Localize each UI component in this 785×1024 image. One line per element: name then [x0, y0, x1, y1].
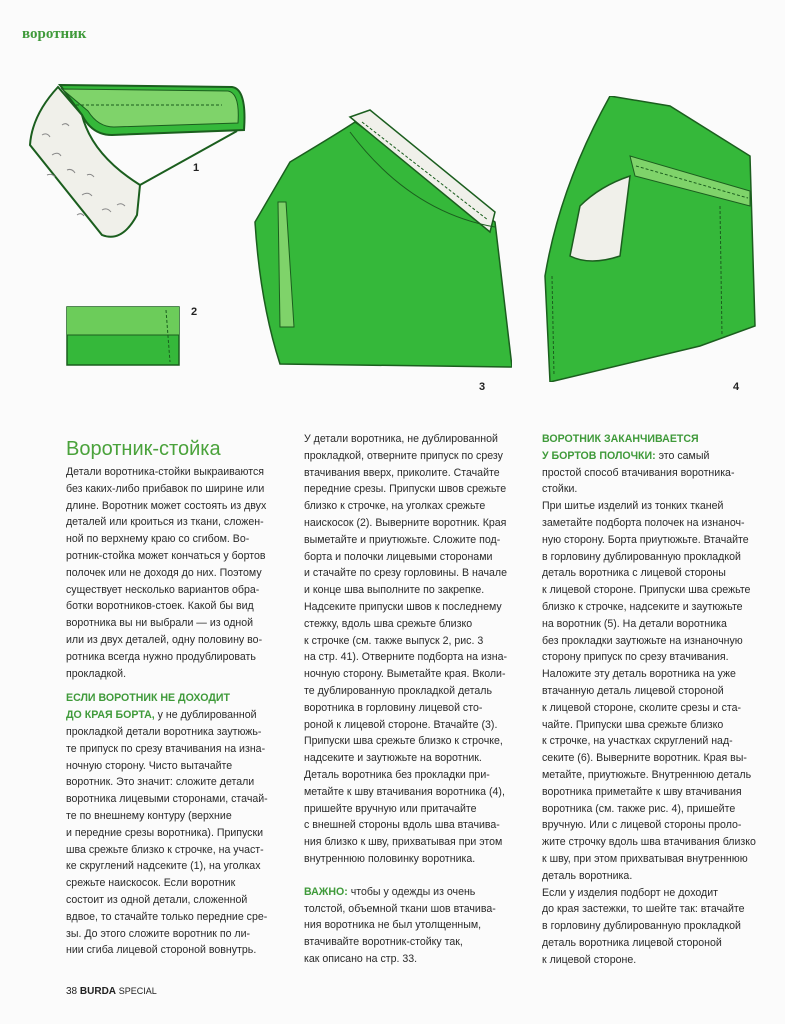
body-line: воротника приметайте к шву втачивания — [542, 785, 742, 798]
intro-line: ной по верхнему краю со сгибом. Во- — [66, 533, 250, 546]
intro-line: длине. Воротник может состоять из двух — [66, 499, 267, 512]
figure-2-number: 2 — [191, 306, 198, 318]
body-line: близко к строчке, надсеките и заутюжьте — [542, 600, 743, 613]
body-line: воротника (см. также рис. 4), пришейте — [542, 802, 736, 815]
body-line: борта и полочки лицевыми сторонами — [304, 550, 493, 563]
subheading-rest: у не дублированной — [154, 709, 257, 722]
body-line: сторону припуск по срезу втачивания. — [542, 651, 729, 664]
body-line: передние срезы. Припуски швов срежьте — [304, 483, 507, 496]
body-line: чайте. Припуски шва срежьте близко — [542, 718, 724, 731]
heading-rest: это самый — [655, 449, 710, 462]
body-line: с внешней стороны вдоль шва втачива- — [304, 819, 500, 832]
page-footer — [66, 986, 157, 997]
body-line: Если у изделия подборт не доходит — [542, 886, 718, 899]
column-3-heading: ВОРОТНИК ЗАКАНЧИВАЕТСЯ — [542, 433, 699, 445]
body-line: Надсеките припуски швов к последнему — [304, 600, 502, 613]
body-line: те дублированную прокладкой деталь — [304, 684, 493, 697]
body-line: и передние срезы воротника). Припуски — [66, 826, 264, 839]
note-label: ВАЖНО: — [304, 885, 348, 898]
body-line: вдвое, то стачайте только передние сре- — [66, 910, 268, 923]
figure-1-number: 1 — [193, 162, 200, 174]
note-line: толстой, объемной ткани шов втачива- — [304, 902, 496, 915]
figure-2-collar-illustration — [66, 306, 182, 368]
note-line — [304, 884, 526, 901]
body-line: секите (6). Выверните воротник. Края вы- — [542, 752, 747, 765]
body-line: наискосок (2). Выверните воротник. Края — [304, 516, 507, 529]
body-line: Наложите эту деталь воротника на уже — [542, 668, 736, 681]
body-line: деталь воротника с лицевой стороны — [542, 567, 726, 580]
intro-line: прокладкой. — [66, 667, 127, 680]
body-line: заметайте подборта полочек на изнаноч- — [542, 516, 745, 529]
intro-line: ботки воротников-стоек. Какой бы вид — [66, 600, 254, 613]
body-line: в горловину дублированную прокладкой — [542, 550, 741, 563]
figure-1-collar-illustration — [22, 75, 252, 250]
body-line: без прокладки заутюжьте на изнаночную — [542, 634, 743, 647]
body-line: надсеките и заутюжьте на воротник. — [304, 752, 482, 765]
body-line: срежьте наискосок. Если воротник — [66, 877, 236, 890]
body-line: деталь воротника лицевой стороной — [542, 936, 722, 949]
body-line: до края застежки, то шейте так: втачайте — [542, 903, 745, 916]
body-line: и стачайте по срезу горловины. В начале — [304, 567, 507, 580]
body-line: роной к лицевой стороне. Втачайте (3). — [304, 718, 498, 731]
body-line: Припуски шва срежьте близко к строчке, — [304, 735, 503, 748]
body-line: к строчке (см. также выпуск 2, рис. 3 — [304, 634, 484, 647]
note-line: как описано на стр. 33. — [304, 952, 418, 965]
intro-line: Детали воротника-стойки выкраиваются — [66, 466, 265, 478]
body-line: При шитье изделий из тонких тканей — [542, 500, 724, 513]
body-line: на стр. 41). Отверните подборта на изна- — [304, 651, 508, 664]
body-line: втачивания вверх, приколите. Стачайте — [304, 466, 500, 479]
figure-3-number: 3 — [479, 381, 486, 393]
body-line: ночную сторону. Чисто вытачайте — [66, 759, 233, 772]
body-line: те по внешнему контуру (верхние — [66, 809, 232, 822]
heading-line — [542, 431, 764, 448]
note-first: чтобы у одежды из очень — [347, 885, 476, 898]
body-line: ночную сторону. Выметайте края. Вколи- — [304, 668, 506, 681]
body-line: нии сгиба лицевой стороной вовнутрь. — [66, 944, 257, 957]
note-line: втачивайте воротник-стойку так, — [304, 936, 463, 949]
intro-line: ротник-стойка может кончаться у бортов — [66, 549, 266, 562]
body-line: в горловину дублированную прокладкой — [542, 920, 741, 933]
heading-line — [542, 448, 764, 465]
intro-line: ротника всегда нужно продублировать — [66, 650, 256, 663]
body-line: вручную. Или с лицевой стороны проло- — [542, 819, 742, 832]
body-line: жите строчку вдоль шва втачивания близко — [542, 836, 756, 849]
body-line: к лицевой стороне. Припуски шва срежьте — [542, 584, 751, 597]
body-line: метайте, приутюжьте. Внутреннюю деталь — [542, 768, 752, 781]
column-3-heading: У БОРТОВ ПОЛОЧКИ: — [542, 449, 656, 462]
intro-line: воротника вы ни выбрали — из одной — [66, 617, 254, 630]
body-line: стойки. — [542, 483, 578, 496]
figure-3-garment-illustration — [250, 102, 512, 372]
body-line: втачанную деталь лицевой стороной — [542, 684, 724, 697]
subheading-keyword: ДО КРАЯ БОРТА, — [66, 709, 155, 722]
body-line: состоит из одной детали, сложенной — [66, 893, 248, 906]
body-line: к лицевой стороне, сколите срезы и ста- — [542, 701, 742, 714]
subheading-keyword: ЕСЛИ ВОРОТНИК НЕ ДОХОДИТ — [66, 692, 230, 705]
body-line: прокладкой, отверните припуск по срезу — [304, 449, 503, 462]
subheading-line — [66, 707, 286, 724]
body-line: У детали воротника, не дублированной — [304, 433, 498, 445]
body-line: внутреннюю половинку воротника. — [304, 852, 476, 865]
body-line: Деталь воротника без прокладки при- — [304, 768, 490, 781]
body-line: шва срежьте близко к строчке, на участ- — [66, 843, 264, 856]
intro-line: или из двух деталей, одну половину во- — [66, 633, 263, 646]
magazine-edition: SPECIAL — [118, 986, 157, 996]
body-line: и конце шва выполните по закрепке. — [304, 584, 485, 597]
body-line: к шву, при этом прихватывая внутреннюю — [542, 852, 748, 865]
body-line: метайте к шву втачивания воротника (4), — [304, 785, 505, 798]
body-line: те припуск по срезу втачивания на изна- — [66, 742, 266, 755]
body-line: ке скруглений надсеките (1), на уголках — [66, 860, 261, 873]
section-label: воротник — [22, 26, 87, 42]
figure-4-garment-illustration — [540, 96, 760, 382]
body-line: выметайте и приутюжьте. Сложите под- — [304, 533, 501, 546]
magazine-brand: BURDA — [79, 986, 117, 997]
subheading-line — [66, 690, 286, 707]
body-line: ную сторону. Борта приутюжьте. Втачайте — [542, 533, 749, 546]
body-line: ния близко к шву, прихватывая при этом — [304, 836, 503, 849]
text-column-1 — [66, 464, 286, 959]
intro-line: без каких-либо прибавок по ширине или — [66, 482, 265, 495]
intro-line: деталей или кроиться из ткани, сложен- — [66, 516, 264, 529]
intro-line: полочек или не доходя до них. Поэтому — [66, 566, 262, 579]
body-line: простой способ втачивания воротника- — [542, 466, 735, 479]
body-line: на воротник (5). На детали воротника — [542, 617, 727, 630]
body-line: стежку, вдоль шва срежьте близко — [304, 617, 473, 630]
body-line: воротника лицевыми сторонами, стачай- — [66, 793, 268, 806]
body-line: прокладкой детали воротника заутюжь- — [66, 725, 262, 738]
page-number: 38 — [66, 986, 78, 997]
body-line: близко к строчке, на уголках срежьте — [304, 500, 486, 513]
body-line: к строчке, на участках скруглений над- — [542, 735, 733, 748]
figure-4-number: 4 — [733, 381, 740, 393]
body-line: воротника в горловину лицевой сто- — [304, 701, 483, 714]
intro-line: существует несколько вариантов обра- — [66, 583, 260, 596]
text-column-2 — [304, 431, 526, 968]
body-line: к лицевой стороне. — [542, 953, 637, 966]
note-line: ния воротника не был утолщенным, — [304, 919, 482, 932]
body-line: зы. До этого сложите воротник по ли- — [66, 927, 251, 940]
body-line: воротник. Это значит: сложите детали — [66, 776, 255, 789]
body-line: деталь воротника. — [542, 869, 633, 882]
text-column-3 — [542, 431, 764, 969]
body-line: пришейте вручную или притачайте — [304, 802, 477, 815]
article-heading: Воротник-стойка — [66, 438, 221, 461]
